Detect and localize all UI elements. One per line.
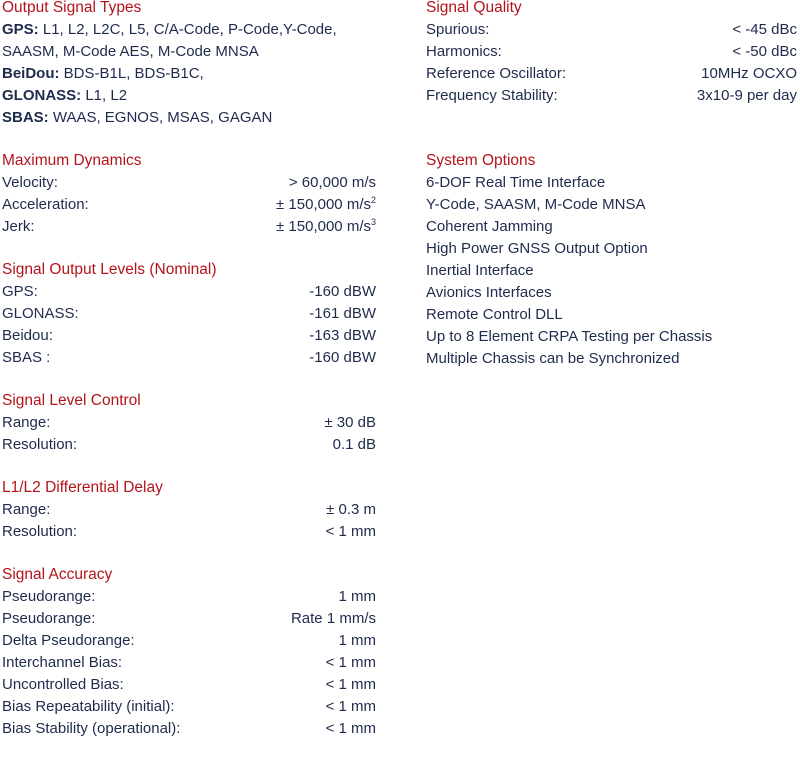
system-option-item: Avionics Interfaces [426, 284, 552, 301]
section-signal-output-levels [2, 260, 376, 369]
signal-type-text: L1, L2, L2C, L5, C/A-Code, P-Code,Y-Code, [38, 21, 337, 38]
spec-label: SBAS : [2, 349, 51, 366]
section-heading: Signal Quality [426, 0, 522, 16]
superscript: 2 [370, 195, 376, 205]
spec-value [276, 216, 376, 238]
spec-value: < -50 dBc [732, 43, 797, 60]
spec-row [2, 194, 376, 216]
spec-label: Uncontrolled Bias: [2, 676, 124, 693]
section-signal-quality [426, 0, 797, 107]
spec-label: GPS: [2, 283, 38, 300]
spec-value [276, 194, 376, 216]
spec-label: Bias Stability (operational): [2, 720, 181, 737]
signal-type-text: WAAS, EGNOS, MSAS, GAGAN [48, 109, 273, 126]
section-heading: Output Signal Types [2, 0, 142, 16]
spec-label: Resolution: [2, 436, 78, 453]
section-heading: L1/L2 Differential Delay [2, 479, 163, 496]
spec-value [289, 172, 376, 194]
spec-row [2, 674, 376, 696]
spec-row [2, 586, 376, 608]
signal-type-line [2, 85, 376, 107]
signal-type-label: SBAS: [2, 109, 49, 126]
spec-value: 3x10-9 per day [696, 87, 797, 104]
signal-type-label: BeiDou: [2, 65, 60, 82]
section-maximum-dynamics [2, 151, 376, 238]
spec-row [2, 652, 376, 674]
spec-value: 0.1 dB [332, 436, 376, 453]
spec-label: GLONASS: [2, 305, 79, 322]
section-output-signal-types [2, 0, 376, 129]
right-column [426, 0, 797, 392]
spec-label: Pseudorange: [2, 610, 96, 627]
spec-label: Spurious: [426, 21, 490, 38]
spec-value: < 1 mm [325, 720, 376, 737]
section-heading: System Options [426, 152, 536, 169]
spec-row [2, 499, 376, 521]
spec-value-text: > 60,000 m/s [288, 174, 376, 191]
spec-row [2, 303, 376, 325]
spec-value: < 1 mm [325, 676, 376, 693]
spec-row [426, 63, 797, 85]
spec-value: < 1 mm [325, 523, 376, 540]
spec-row [2, 216, 376, 238]
section-heading: Signal Level Control [2, 392, 141, 409]
section-system-options [426, 151, 797, 370]
section-signal-level-control [2, 391, 376, 456]
spec-value: < 1 mm [325, 698, 376, 715]
spec-label: Delta Pseudorange: [2, 632, 135, 649]
spec-label: Bias Repeatability (initial): [2, 698, 175, 715]
spec-value: < 1 mm [325, 654, 376, 671]
spec-row [2, 608, 376, 630]
spec-row [426, 85, 797, 107]
section-differential-delay [2, 478, 376, 543]
spec-value-text: ± 150,000 m/s [276, 196, 371, 213]
spec-label: Interchannel Bias: [2, 654, 123, 671]
system-option-item: Remote Control DLL [426, 306, 563, 323]
system-option-item: Multiple Chassis can be Synchronized [426, 350, 680, 367]
spec-value: 1 mm [338, 632, 376, 649]
spec-value: 1 mm [338, 588, 376, 605]
section-heading: Maximum Dynamics [2, 152, 142, 169]
signal-type-line [2, 19, 376, 41]
spec-label: Velocity: [2, 174, 58, 191]
system-option-item: 6-DOF Real Time Interface [426, 174, 606, 191]
spec-value: ± 30 dB [324, 414, 376, 431]
spec-label: Acceleration: [2, 196, 89, 213]
signal-type-line [2, 107, 376, 129]
spec-label: Resolution: [2, 523, 78, 540]
spec-row [2, 281, 376, 303]
spec-label: Pseudorange: [2, 588, 96, 605]
spec-row [2, 325, 376, 347]
spec-label: Beidou: [2, 327, 53, 344]
spec-value: -160 dBW [309, 349, 376, 366]
spec-row [2, 434, 376, 456]
system-option-item: Coherent Jamming [426, 218, 553, 235]
signal-type-line [2, 63, 376, 85]
left-column [2, 0, 376, 762]
spec-value: -163 dBW [309, 327, 376, 344]
spec-row [2, 172, 376, 194]
spec-value: < -45 dBc [732, 21, 797, 38]
system-option-item: Y-Code, SAASM, M-Code MNSA [426, 196, 646, 213]
spec-row [426, 41, 797, 63]
section-signal-accuracy [2, 565, 376, 740]
spec-value: 10MHz OCXO [701, 65, 797, 82]
spec-label: Range: [2, 414, 51, 431]
spec-row [2, 521, 376, 543]
spec-value: ± 0.3 m [326, 501, 376, 518]
spec-value: -161 dBW [309, 305, 376, 322]
spec-row [2, 412, 376, 434]
spec-row [2, 347, 376, 369]
system-option-item: High Power GNSS Output Option [426, 240, 648, 257]
spec-value: Rate 1 mm/s [290, 610, 376, 627]
signal-type-text: BDS-B1L, BDS-B1C, [59, 65, 204, 82]
spec-label: Reference Oscillator: [426, 65, 567, 82]
signal-type-line [2, 41, 376, 63]
spec-label: Frequency Stability: [426, 87, 558, 104]
section-heading: Signal Output Levels (Nominal) [2, 261, 217, 278]
signal-type-label: GPS: [2, 21, 39, 38]
spec-label: Range: [2, 501, 51, 518]
spec-value-text: ± 150,000 m/s [276, 218, 371, 235]
signal-type-text: SAASM, M-Code AES, M-Code MNSA [2, 43, 259, 60]
spec-row [426, 19, 797, 41]
signal-type-label: GLONASS: [2, 87, 82, 104]
spec-row [2, 696, 376, 718]
spec-label: Harmonics: [426, 43, 502, 60]
spec-row [2, 630, 376, 652]
signal-type-text: L1, L2 [81, 87, 128, 104]
system-option-item: Inertial Interface [426, 262, 534, 279]
system-option-item: Up to 8 Element CRPA Testing per Chassis [426, 328, 713, 345]
spec-row [2, 718, 376, 740]
section-heading: Signal Accuracy [2, 566, 113, 583]
spec-label: Jerk: [2, 218, 35, 235]
superscript: 3 [370, 217, 376, 227]
spec-value: -160 dBW [309, 283, 376, 300]
